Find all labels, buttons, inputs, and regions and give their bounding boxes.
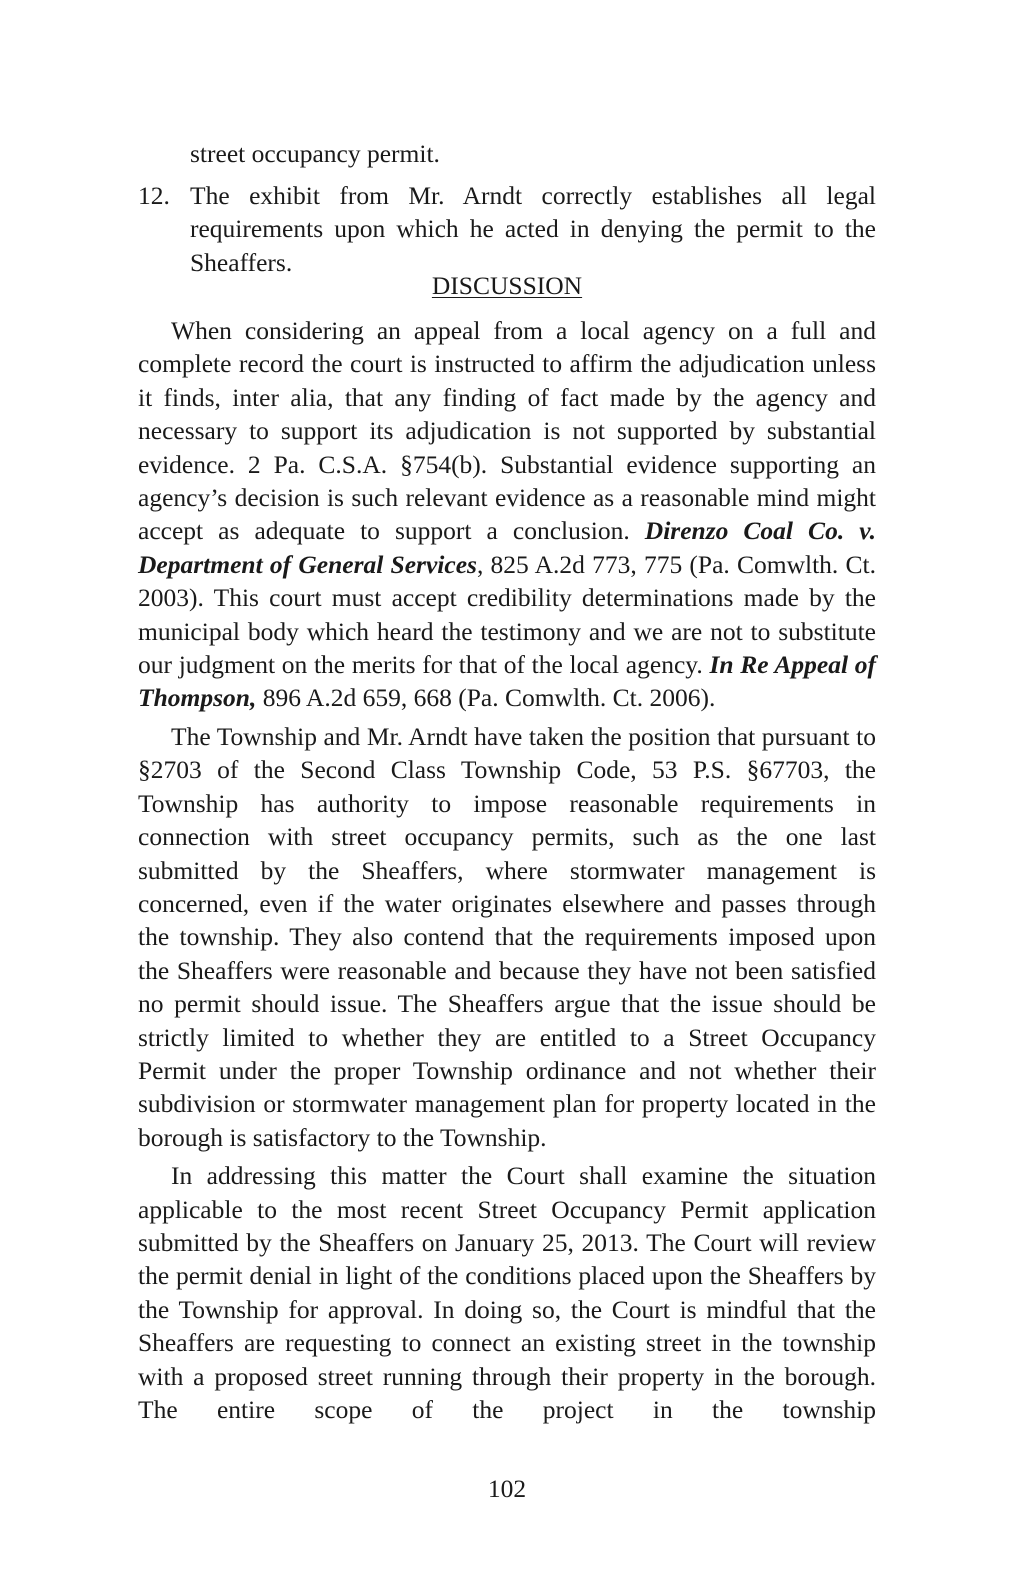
finding-number: 12. xyxy=(138,181,170,210)
case-citation-direnzo: Direnzo Coal Co. v. Department of General Services xyxy=(138,516,876,579)
paragraph-positions: The Township and Mr. Arndt have taken the position that pursuant to §2703 of the Second Class Township Code, 53 P.S. §67703, the Township has authority to impose reasonable requirements in connection with street occupancy permits, such as the one last submitted by the Sheaffers, where stormwater management is concerned, even if the water originates elsewhere and passes through the township. They also contend that the requirements imposed upon the Sheaffers were reasonable and because they have not been satisfied no permit should issue. The Sheaffers argue that the issue should be strictly limited to whether they are entitled to a Street Occupancy Permit under the proper Township ordinance and not whether their subdivision or stormwater management plan for property located in the borough is satisfactory to the Township. xyxy=(138,721,876,1152)
continuation-line: street occupancy permit. xyxy=(190,139,440,168)
finding-text: The exhibit from Mr. Arndt correctly establishes all legal requirements upon which he acted in denying the permit to the Sheaffers. xyxy=(190,181,876,277)
case-citation-thompson: In Re Appeal of Thompson, xyxy=(138,650,876,713)
paragraph-1-text-b: , 825 A.2d 773, 775 (Pa. Comwlth. Ct. 2003). This court must accept credibility determinations made by the municipal body which heard the testimony and we are not to substitute our judgment on the merits for that of the local agency. xyxy=(138,549,876,680)
paragraph-analysis: In addressing this matter the Court shall examine the situation applicable to the most recent Street Occupancy Permit application submitted by the Sheaffers on January 25, 2013. The Court will review the permit denial in light of the conditions placed upon the Sheaffers by the Township for approval. In doing so, the Court is mindful that the Sheaffers are requesting to connect an existing street in the township with a proposed street running through their property in the borough. The entire scope of the project in the township xyxy=(138,1161,876,1424)
discussion-body xyxy=(138,314,876,1426)
paragraph-1-text-a: When considering an appeal from a local agency on a full and complete record the court is instructed to affirm the adjudication unless it finds, inter alia, that any finding of fact made by the agency and necessary to support its adjudication is not supported by substantial evidence. 2 Pa. C.S.A. §754(b). Substantial evidence supporting an agency’s decision is such relevant evidence as a reasonable mind might accept as adequate to support a conclusion. xyxy=(138,316,876,546)
page-number: 102 xyxy=(487,1474,527,1503)
finding-item xyxy=(138,179,876,279)
paragraph-1-text-c: 896 A.2d 659, 668 (Pa. Comwlth. Ct. 2006). xyxy=(256,683,716,713)
section-heading: DISCUSSION xyxy=(431,271,583,300)
paragraph-standard-of-review xyxy=(138,314,876,715)
